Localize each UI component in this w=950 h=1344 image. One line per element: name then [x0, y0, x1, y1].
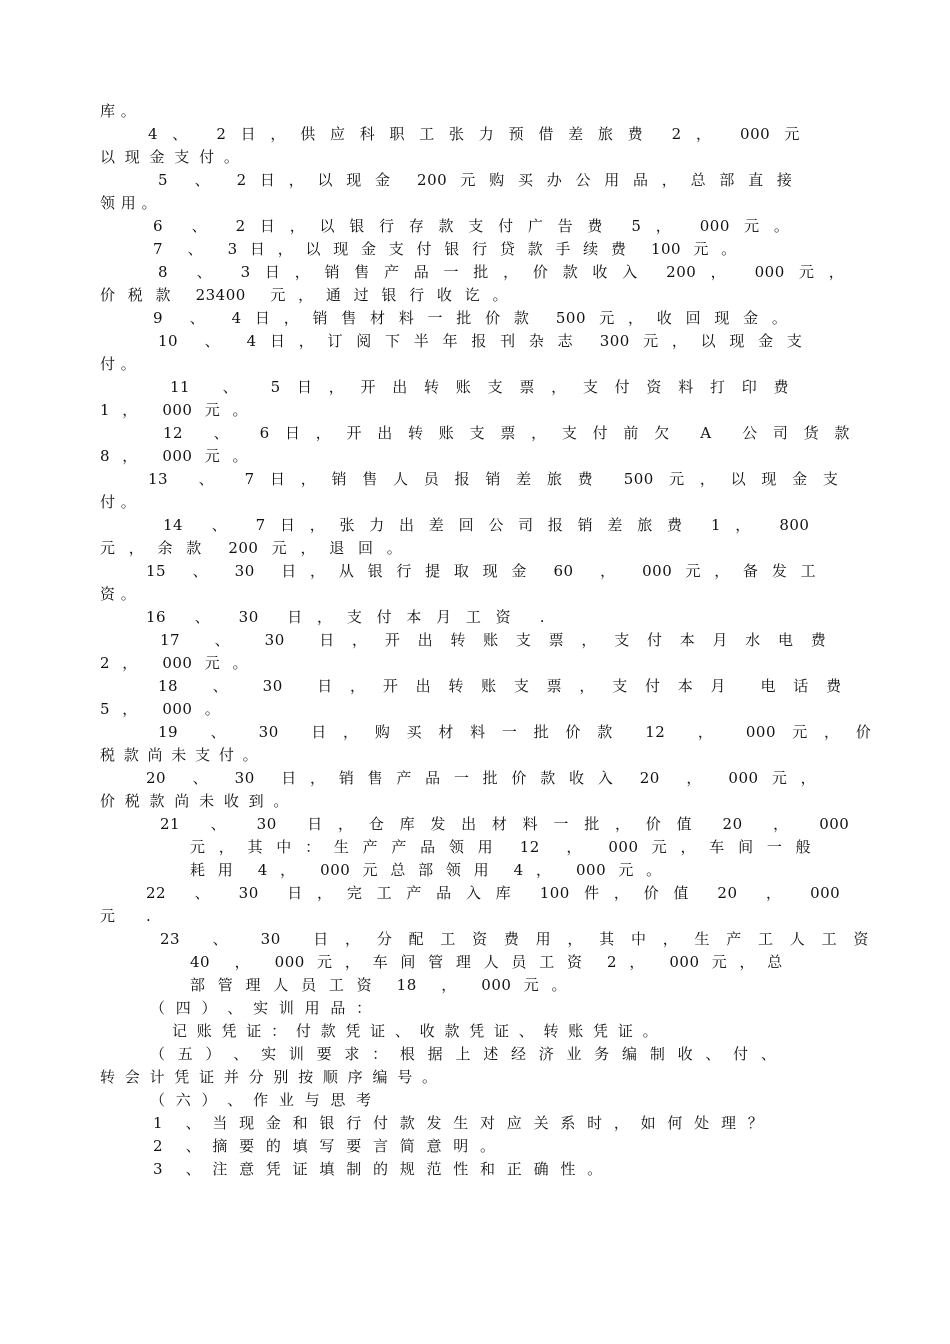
text-line: 6 、 2 日 ， 以 银 行 存 款 支 付 广 告 费 5 ， 000 元 。: [153, 217, 790, 235]
text-line: 5 、 2 日 ， 以 现 金 200 元 购 买 办 公 用 品 ， 总 部 直 接: [158, 171, 793, 189]
text-line: 领 用 。: [100, 194, 158, 212]
text-line: 11 、 5 日 ， 开 出 转 账 支 票 ， 支 付 资 料 打 印 费: [170, 378, 789, 396]
text-line: 付 。: [100, 355, 137, 373]
text-line: 18 、 30 日 ， 开 出 转 账 支 票 ， 支 付 本 月 电 话 费: [158, 677, 842, 695]
text-line: 记 账 凭 证 ： 付 款 凭 证 、 收 款 凭 证 、 转 账 凭 证 。: [172, 1022, 659, 1040]
text-line: 税 款 尚 未 支 付 。: [100, 746, 259, 764]
text-line: 12 、 6 日 ， 开 出 转 账 支 票 ， 支 付 前 欠 A 公 司 货 款: [163, 424, 850, 442]
section-heading: （ 四 ） 、 实 训 用 品 ：: [150, 999, 372, 1017]
text-line: 7 、 3 日 ， 以 现 金 支 付 银 行 贷 款 手 续 费 100 元 。: [153, 240, 737, 258]
text-line: 元 .: [100, 907, 152, 925]
text-line: 15 、 30 日 ， 从 银 行 提 取 现 金 60 ， 000 元 ， 备 发 工: [146, 562, 817, 580]
text-line: 2 ， 000 元 。: [100, 654, 249, 672]
text-line: 部 管 理 人 员 工 资 18 ， 000 元 。: [190, 976, 567, 994]
text-line: 资 。: [100, 585, 137, 603]
text-line: 付 。: [100, 493, 137, 511]
text-line: 以 现 金 支 付 。: [100, 148, 240, 166]
text-line: 16 、 30 日 ， 支 付 本 月 工 资 .: [146, 608, 545, 626]
text-line: 转 会 计 凭 证 并 分 别 按 顺 序 编 号 。: [100, 1068, 438, 1086]
text-line: 1 ， 000 元 。: [100, 401, 249, 419]
text-line: 价 税 款 23400 元 ， 通 过 银 行 收 讫 。: [100, 286, 508, 304]
text-line: 2 、 摘 要 的 填 写 要 言 简 意 明 。: [153, 1137, 496, 1155]
text-line: 17 、 30 日 ， 开 出 转 账 支 票 ， 支 付 本 月 水 电 费: [160, 631, 827, 649]
text-line: 库 。: [100, 102, 137, 120]
text-line: 14 、 7 日 ， 张 力 出 差 回 公 司 报 销 差 旅 费 1 ， 800: [163, 516, 810, 534]
section-heading: （ 六 ） 、 作 业 与 思 考: [150, 1091, 372, 1109]
section-heading: （ 五 ） 、 实 训 要 求 ： 根 据 上 述 经 济 业 务 编 制 收 、 付 、: [150, 1045, 777, 1063]
text-line: 22 、 30 日 ， 完 工 产 品 入 库 100 件 ， 价 值 20 ， 000: [146, 884, 841, 902]
text-line: 21 、 30 日 ， 仓 库 发 出 材 料 一 批 ， 价 值 20 ， 000: [160, 815, 850, 833]
text-line: 10 、 4 日 ， 订 阅 下 半 年 报 刊 杂 志 300 元 ， 以 现 金 支: [158, 332, 803, 350]
text-line: 13 、 7 日 ， 销 售 人 员 报 销 差 旅 费 500 元 ， 以 现 金 支: [148, 470, 839, 488]
text-line: 价 税 款 尚 未 收 到 。: [100, 792, 289, 810]
text-line: 耗 用 4 ， 000 元 总 部 领 用 4 ， 000 元 。: [190, 861, 662, 879]
text-line: 元 ， 余 款 200 元 ， 退 回 。: [100, 539, 403, 557]
text-line: 元 ， 其 中 ： 生 产 产 品 领 用 12 ， 000 元 ， 车 间 一 般: [190, 838, 812, 856]
text-line: 4 、 2 日 ， 供 应 科 职 工 张 力 预 借 差 旅 费 2 ， 000 元: [148, 125, 800, 143]
text-line: 9 、 4 日 ， 销 售 材 料 一 批 价 款 500 元 ， 收 回 现 金 。: [153, 309, 788, 327]
text-line: 19 、 30 日 ， 购 买 材 料 一 批 价 款 12 ， 000 元 ， 价: [158, 723, 872, 741]
text-line: 8 、 3 日 ， 销 售 产 品 一 批 ， 价 款 收 入 200 ， 000 元 ，: [158, 263, 845, 281]
text-line: 3 、 注 意 凭 证 填 制 的 规 范 性 和 正 确 性 。: [153, 1160, 603, 1178]
text-line: 20 、 30 日 ， 销 售 产 品 一 批 价 款 收 入 20 ， 000 元 ，: [146, 769, 817, 787]
text-line: 40 ， 000 元 ， 车 间 管 理 人 员 工 资 2 ， 000 元 ， 总: [190, 953, 783, 971]
text-line: 8 ， 000 元 。: [100, 447, 249, 465]
text-line: 1 、 当 现 金 和 银 行 付 款 发 生 对 应 关 系 时 ， 如 何 处 理 ？: [153, 1114, 764, 1132]
text-line: 5 ， 000 。: [100, 700, 221, 718]
text-line: 23 、 30 日 ， 分 配 工 资 费 用 ， 其 中 ， 生 产 工 人 工 资: [160, 930, 869, 948]
